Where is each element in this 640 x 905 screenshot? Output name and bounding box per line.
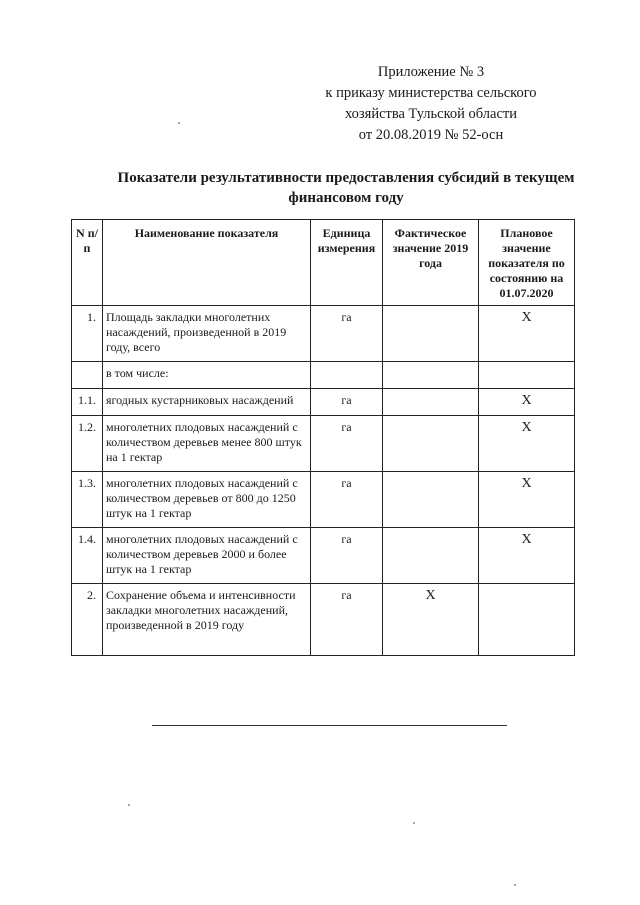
row-name: ягодных кустарниковых насаждений <box>103 389 311 416</box>
header-plan: Плановое значение показателя по состоянию на 01.07.2020 <box>479 220 575 306</box>
row-name: в том числе: <box>103 362 311 389</box>
appendix-block <box>316 62 546 146</box>
indicators-table <box>71 219 575 656</box>
table-row <box>72 416 575 472</box>
row-actual <box>383 306 479 362</box>
row-num: 1.3. <box>72 472 103 528</box>
table-row <box>72 306 575 362</box>
row-unit: га <box>311 416 383 472</box>
scan-speck <box>514 884 516 886</box>
scan-speck <box>178 122 180 124</box>
row-actual <box>383 528 479 584</box>
row-plan <box>479 362 575 389</box>
table-header-row <box>72 220 575 306</box>
row-name: многолетних плодовых насаждений с количеством деревьев от 800 до 1250 штук на 1 гектар <box>103 472 311 528</box>
appendix-date-line: от 20.08.2019 № 52-осн <box>358 127 504 143</box>
row-num: 1.2. <box>72 416 103 472</box>
row-plan: X <box>479 416 575 472</box>
separator-line <box>152 725 507 726</box>
row-name: Площадь закладки многолетних насаждений, произведенной в 2019 году, всего <box>103 306 311 362</box>
row-unit: га <box>311 306 383 362</box>
header-num: N п/п <box>72 220 103 306</box>
row-plan <box>479 584 575 656</box>
table-row <box>72 584 575 656</box>
row-actual: X <box>383 584 479 656</box>
table-row <box>72 472 575 528</box>
table-row <box>72 528 575 584</box>
row-num: 1.1. <box>72 389 103 416</box>
appendix-ministry-line: хозяйства Тульской области <box>344 106 518 122</box>
row-unit: га <box>311 472 383 528</box>
row-actual <box>383 362 479 389</box>
scan-speck <box>413 822 415 824</box>
row-plan: X <box>479 389 575 416</box>
row-actual <box>383 389 479 416</box>
appendix-order-line: к приказу министерства сельского <box>325 85 537 101</box>
table-row <box>72 362 575 389</box>
row-plan: X <box>479 472 575 528</box>
row-num: 1. <box>72 306 103 362</box>
scan-speck <box>128 804 130 806</box>
header-actual: Фактическое значение 2019 года <box>383 220 479 306</box>
appendix-number: Приложение № 3 <box>377 64 485 80</box>
row-plan: X <box>479 306 575 362</box>
row-actual <box>383 416 479 472</box>
row-plan: X <box>479 528 575 584</box>
row-num: 2. <box>72 584 103 656</box>
header-name: Наименование показателя <box>103 220 311 306</box>
row-num: 1.4. <box>72 528 103 584</box>
row-unit: га <box>311 584 383 656</box>
row-unit: га <box>311 528 383 584</box>
row-name: Сохранение объема и интенсивности закладки многолетних насаждений, произведенной в 2019 году <box>103 584 311 656</box>
document-title: Показатели результативности предоставления субсидий в текущем финансовом году <box>117 170 575 206</box>
row-name: многолетних плодовых насаждений с количеством деревьев 2000 и более штук на 1 гектар <box>103 528 311 584</box>
table-row <box>72 389 575 416</box>
row-name: многолетних плодовых насаждений с количеством деревьев менее 800 штук на 1 гектар <box>103 416 311 472</box>
row-num <box>72 362 103 389</box>
row-unit <box>311 362 383 389</box>
row-unit: га <box>311 389 383 416</box>
header-unit: Единица измерения <box>311 220 383 306</box>
row-actual <box>383 472 479 528</box>
